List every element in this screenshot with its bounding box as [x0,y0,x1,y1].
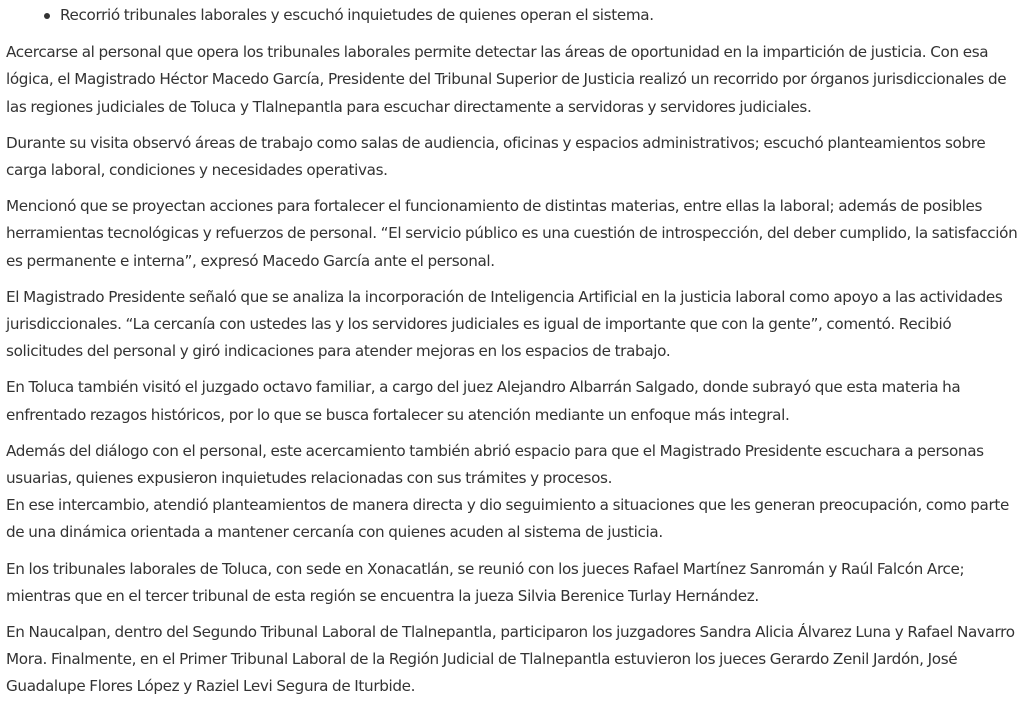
article-paragraph: En Toluca también visitó el juzgado octavo familiar, a cargo del juez Alejandro Albarrán Salgado, donde subrayó que esta materia ha enfrentado rezagos históricos, por lo que se busca fortalecer su atención mediante un enfoque más integral. [6,378,961,424]
article-paragraph: El Magistrado Presidente señaló que se analiza la incorporación de Inteligencia Artificial en la justicia laboral como apoyo a las actividades jurisdiccionales. “La cercanía con ustedes las y los servidores judiciales es igual de importante que con la gente”, comentó. Recibió solicitudes del personal y giró indicaciones para atender mejoras en los espacios de trabajo. [6,287,1003,361]
article-paragraph: En Naucalpan, dentro del Segundo Tribunal Laboral de Tlalnepantla, participaron los juzgadores Sandra Alicia Álvarez Luna y Rafael Navarro Mora. Finalmente, en el Primer Tribunal Laboral de la Región Judicial de Tlalnepantla estuvieron los jueces Gerardo Zenil Jardón, José Guadalupe Flores López y Raziel Levi Segura de Iturbide. [6,623,1015,696]
article-paragraph: Acercarse al personal que opera los tribunales laborales permite detectar las áreas de oportunidad en la impartición de justicia. Con esa lógica, el Magistrado Héctor Macedo García, Presidente del Tribunal Superior de Justicia realizó un recorrido por órganos jurisdiccionales de las regiones judiciales de Toluca y Tlalnepantla para escuchar directamente a servidoras y servidores judiciales. [6,43,1007,116]
article-paragraph: En los tribunales laborales de Toluca, con sede en Xonacatlán, se reunió con los jueces Rafael Martínez Sanromán y Raúl Falcón Arce; mientras que en el tercer tribunal de esta región se encuentra la jueza Silvia Berenice Turlay Hernández. [6,559,965,605]
article-paragraph: Además del diálogo con el personal, este acercamiento también abrió espacio para que el Magistrado Presidente escuchara a personas usuarias, quienes expusieron inquietudes relacionadas con sus trámites y procesos. En ese intercambio, atendió planteamientos de manera directa y dio seguimiento a situaciones que les generan preocupación, como parte de una dinámica orientada a mantener cercanía con quienes acuden al sistema de justicia. [6,441,1009,542]
summary-bullet-item: Recorrió tribunales laborales y escuchó inquietudes de quienes operan el sistema. [60,2,1018,29]
article-paragraph: Durante su visita observó áreas de trabajo como salas de audiencia, oficinas y espacios administrativos; escuchó planteamientos sobre carga laboral, condiciones y necesidades operativas. [6,133,986,180]
article-paragraph: Mencionó que se proyectan acciones para fortalecer el funcionamiento de distintas materias, entre ellas la laboral; además de posibles herramientas tecnológicas y refuerzos de personal. “El servicio público es una cuestión de introspección, del deber cumplido, la satisfacción es permanente e interna”, expresó Macedo García ante el personal. [6,197,1018,270]
summary-bullet-list [6,2,1018,29]
